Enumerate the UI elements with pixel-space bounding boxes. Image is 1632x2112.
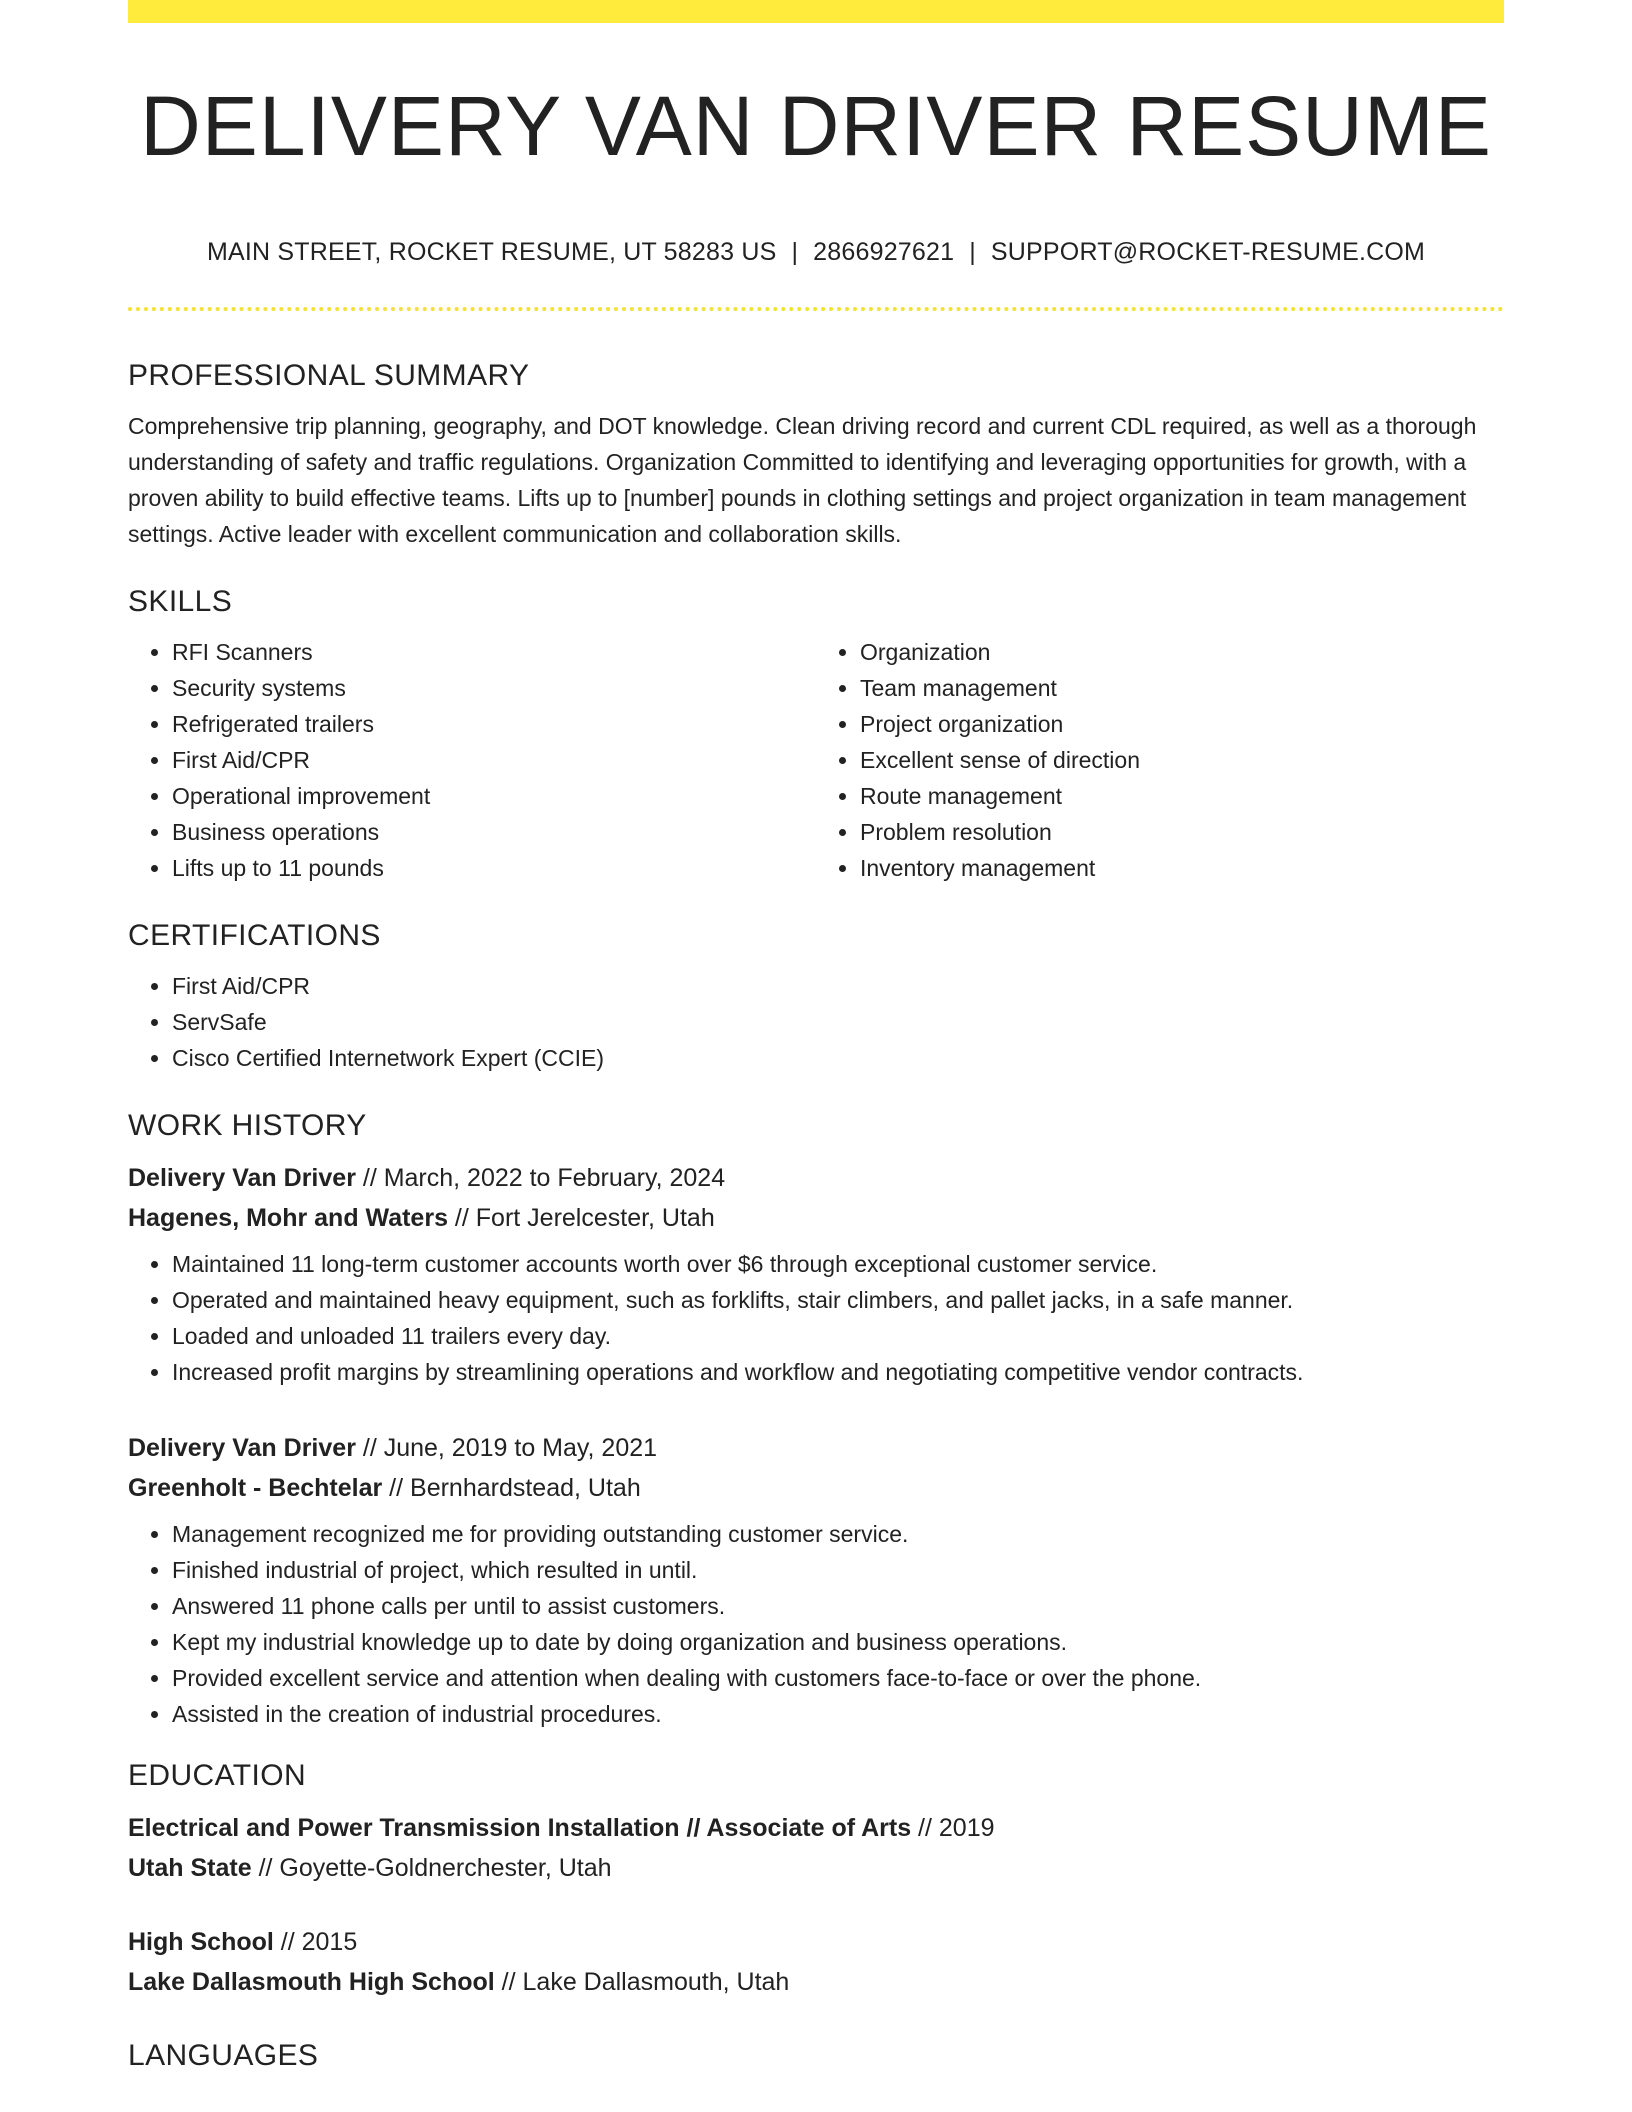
job-bullets (128, 1246, 1504, 1390)
job-bullet: • Provided excellent service and attention when dealing with customers face-to-face or over the phone. (172, 1660, 1504, 1696)
education-degree: High School (128, 1928, 274, 1956)
job-location: // Bernhardstead, Utah (382, 1474, 641, 1502)
skill-item: • Business operations (172, 814, 816, 850)
resume-page (128, 0, 1504, 2072)
skill-item: • Refrigerated trailers (172, 706, 816, 742)
skill-item: • Operational improvement (172, 778, 816, 814)
job-bullet: • Increased profit margins by streamlining operations and workflow and negotiating competitive vendor contracts. (172, 1354, 1504, 1390)
job-company-line (128, 1198, 1504, 1238)
job-bullets (128, 1516, 1504, 1732)
certification-item: • First Aid/CPR (172, 968, 1504, 1004)
spacer (128, 1888, 1504, 1916)
education-heading: EDUCATION (128, 1759, 307, 1792)
job-title: Delivery Van Driver (128, 1164, 356, 1192)
education-entry (128, 1922, 1504, 2002)
job-bullet: • Operated and maintained heavy equipment, such as forklifts, stair climbers, and pallet jacks, in a safe manner. (172, 1282, 1504, 1318)
education-location: // Goyette-Goldnerchester, Utah (251, 1854, 612, 1882)
contact-separator: | (969, 238, 976, 266)
education-year: // 2015 (273, 1928, 358, 1956)
job-title: Delivery Van Driver (128, 1434, 356, 1462)
education-degree-line (128, 1922, 1504, 1962)
certification-item: • Cisco Certified Internetwork Expert (CCIE) (172, 1040, 1504, 1076)
spacer (128, 2002, 1504, 2030)
job-company-line (128, 1468, 1504, 1508)
skill-item: • Route management (860, 778, 1504, 814)
job-location: // Fort Jerelcester, Utah (447, 1204, 715, 1232)
contact-phone: 2866927621 (813, 238, 955, 266)
job-entry (128, 1428, 1504, 1732)
education-location: // Lake Dallasmouth, Utah (494, 1968, 790, 1996)
contact-separator: | (791, 238, 799, 266)
summary-heading: PROFESSIONAL SUMMARY (128, 359, 530, 392)
summary-text: Comprehensive trip planning, geography, and DOT knowledge. Clean driving record and current CDL required, as well as a thorough understanding of safety and traffic regulations. Organization Committed to identifying and leveraging opportunities for growth, with a proven ability to build effective teams. Lifts up to [number] pounds in clothing settings and project organization in team management settings. Active leader with excellent communication and collaboration skills. (128, 413, 1477, 547)
resume-content (128, 350, 1504, 2082)
contact-email: SUPPORT@ROCKET-RESUME.COM (990, 238, 1426, 266)
skills-columns (128, 634, 1504, 886)
skill-item: • Lifts up to 11 pounds (172, 850, 816, 886)
dotted-divider (128, 307, 1504, 311)
certifications-heading: CERTIFICATIONS (128, 919, 381, 952)
languages-heading: LANGUAGES (128, 2039, 319, 2072)
certification-item: • ServSafe (172, 1004, 1504, 1040)
education-year: // 2019 (911, 1814, 995, 1842)
work-history-heading: WORK HISTORY (128, 1109, 367, 1142)
education-degree-line (128, 1808, 1504, 1848)
job-bullet: • Finished industrial of project, which resulted in until. (172, 1552, 1504, 1588)
top-accent-bar (128, 0, 1504, 23)
job-company: Greenholt - Bechtelar (128, 1474, 383, 1502)
job-title-line (128, 1158, 1504, 1198)
skill-item: • Security systems (172, 670, 816, 706)
education-school-line (128, 1962, 1504, 2002)
contact-address: MAIN STREET, ROCKET RESUME, UT 58283 US (206, 238, 777, 266)
job-dates: // March, 2022 to February, 2024 (355, 1164, 726, 1192)
spacer (128, 1390, 1504, 1422)
skill-item: • First Aid/CPR (172, 742, 816, 778)
job-bullet: • Answered 11 phone calls per until to assist customers. (172, 1588, 1504, 1624)
skill-item: • Project organization (860, 706, 1504, 742)
job-dates: // June, 2019 to May, 2021 (355, 1434, 658, 1462)
education-entry (128, 1808, 1504, 1888)
job-bullet: • Kept my industrial knowledge up to date by doing organization and business operations. (172, 1624, 1504, 1660)
certifications-list (128, 968, 1504, 1076)
skill-item: • Organization (860, 634, 1504, 670)
skills-list-left (128, 634, 816, 886)
education-school-line (128, 1848, 1504, 1888)
skill-item: • Excellent sense of direction (860, 742, 1504, 778)
education-degree: Electrical and Power Transmission Installation // Associate of Arts (128, 1814, 912, 1842)
job-title-line (128, 1428, 1504, 1468)
skill-item: • Problem resolution (860, 814, 1504, 850)
spacer (128, 1732, 1504, 1750)
contact-line (128, 238, 1504, 267)
job-bullet: • Management recognized me for providing outstanding customer service. (172, 1516, 1504, 1552)
job-bullet: • Loaded and unloaded 11 trailers every day. (172, 1318, 1504, 1354)
job-entry (128, 1158, 1504, 1390)
skills-heading: SKILLS (128, 585, 233, 618)
job-company: Hagenes, Mohr and Waters (128, 1204, 448, 1232)
resume-title: DELIVERY VAN DRIVER RESUME (140, 79, 1492, 173)
skill-item: • Inventory management (860, 850, 1504, 886)
job-bullet: • Assisted in the creation of industrial procedures. (172, 1696, 1504, 1732)
education-school: Utah State (128, 1854, 252, 1882)
job-bullet: • Maintained 11 long-term customer accounts worth over $6 through exceptional customer service. (172, 1246, 1504, 1282)
skill-item: • Team management (860, 670, 1504, 706)
skills-list-right (816, 634, 1504, 886)
education-school: Lake Dallasmouth High School (128, 1968, 495, 1996)
skill-item: • RFI Scanners (172, 634, 816, 670)
